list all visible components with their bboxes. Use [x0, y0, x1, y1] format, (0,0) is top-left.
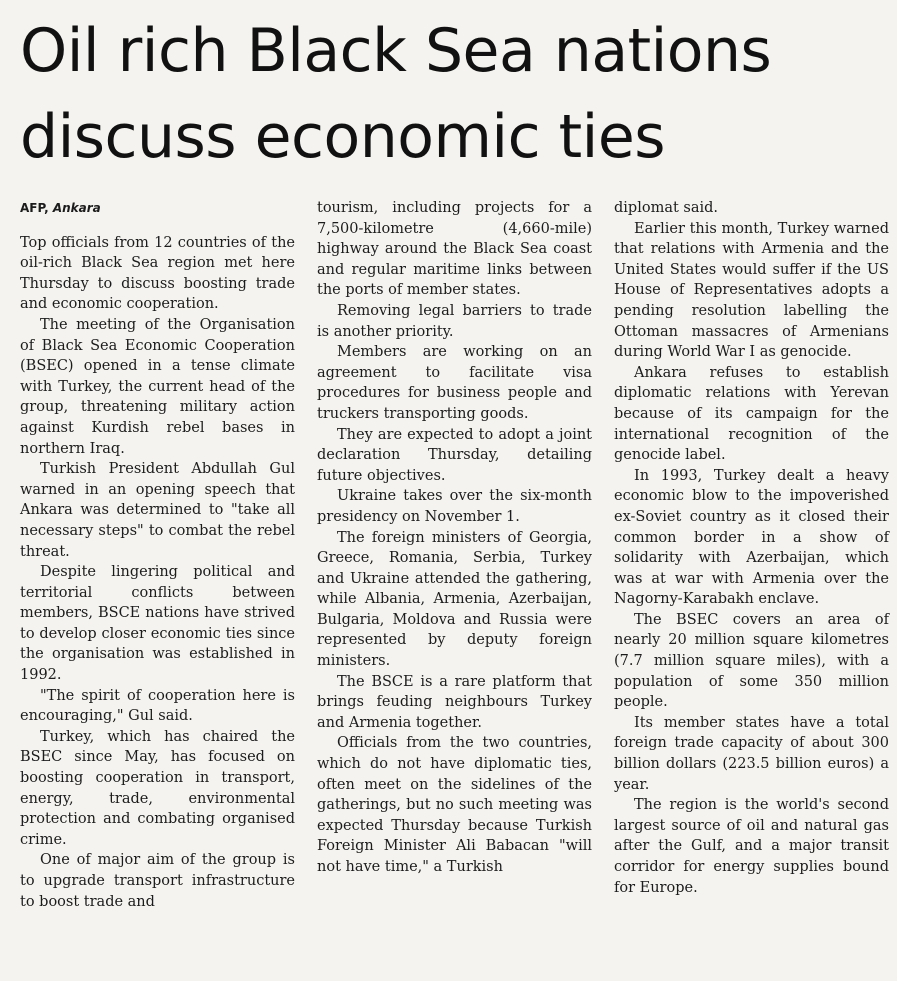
paragraph: Members are working on an agreement to facilitate visa procedures for business people and truckers transporting goods.	[317, 344, 592, 422]
column-1	[20, 198, 295, 912]
byline	[20, 198, 295, 219]
paragraph: diplomat said.	[614, 200, 719, 216]
paragraph: Its member states have a total foreign trade capacity of about 300 billion dollars (223.5 billion euros) a year.	[614, 714, 889, 793]
paragraph: In 1993, Turkey dealt a heavy economic blow to the impoverished ex-Soviet country as it closed their common border in a show of solidarity with Azerbaijan, which was at war with Armenia over the Nagorny-Karabakh enclave.	[614, 467, 889, 608]
paragraph: The BSCE is a rare platform that brings feuding neighbours Turkey and Armenia together.	[317, 673, 592, 731]
paragraph: The meeting of the Organisation of Black Sea Economic Cooperation (BSEC) opened in a tense climate with Turkey, the current head of the group, threatening military action against Kurdish rebel bases in northern Iraq.	[20, 316, 295, 457]
paragraph: The foreign ministers of Georgia, Greece, Romania, Serbia, Turkey and Ukraine attended the gathering, while Albania, Armenia, Azerbaijan, Bulgaria, Moldova and Russia were represented by deputy foreign ministers.	[317, 529, 592, 670]
paragraph: One of major aim of the group is to upgrade transport infrastructure to boost trade and	[20, 852, 295, 910]
byline-agency: AFP,	[20, 201, 49, 215]
paragraph: Ankara refuses to establish diplomatic relations with Yerevan because of its campaign for the international recognition of the genocide label.	[614, 364, 889, 464]
article-columns	[20, 198, 890, 912]
paragraph: "The spirit of cooperation here is encouraging," Gul said.	[20, 687, 295, 725]
paragraph: Turkish President Abdullah Gul warned in an opening speech that Ankara was determined to "take all necessary steps" to combat the rebel threat.	[20, 461, 295, 560]
paragraph: Ukraine takes over the six-month presidency on November 1.	[317, 488, 592, 525]
paragraph: The region is the world's second largest source of oil and natural gas after the Gulf, and a major transit corridor for energy supplies bound for Europe.	[614, 797, 889, 896]
paragraph: They are expected to adopt a joint declaration Thursday, detailing future objectives.	[317, 426, 592, 484]
paragraph: Earlier this month, Turkey warned that relations with Armenia and the United States would suffer if the US House of Representatives adopts a pending resolution labelling the Ottoman massacres of Armenians during World War I as genocide.	[614, 220, 889, 361]
headline: Oil rich Black Sea nations discuss economic ties	[20, 16, 772, 172]
paragraph: tourism, including projects for a 7,500-kilometre (4,660-mile) highway around the Black Sea coast and regular maritime links between the ports of member states.	[317, 200, 592, 299]
paragraph: Top officials from 12 countries of the oil-rich Black Sea region met here Thursday to discuss boosting trade and economic cooperation.	[20, 234, 295, 313]
paragraph: Officials from the two countries, which do not have diplomatic ties, often meet on the sidelines of the gatherings, but no such meeting was expected Thursday because Turkish Foreign Minister Ali Babacan "will not have time," a Turkish	[317, 735, 592, 875]
paragraph: Removing legal barriers to trade is another priority.	[317, 302, 592, 340]
paragraph: Despite lingering political and territorial conflicts between members, BSCE nations have strived to develop closer economic ties since the organisation was established in 1992.	[20, 564, 295, 684]
byline-location: Ankara	[52, 201, 101, 215]
paragraph: The BSEC covers an area of nearly 20 million square kilometres (7.7 million square miles), with a population of some 350 million people.	[614, 611, 889, 711]
column-2	[317, 198, 592, 912]
column-3	[614, 198, 889, 912]
paragraph: Turkey, which has chaired the BSEC since May, has focused on boosting cooperation in transport, energy, trade, environmental protection and combating organised crime.	[20, 728, 295, 848]
